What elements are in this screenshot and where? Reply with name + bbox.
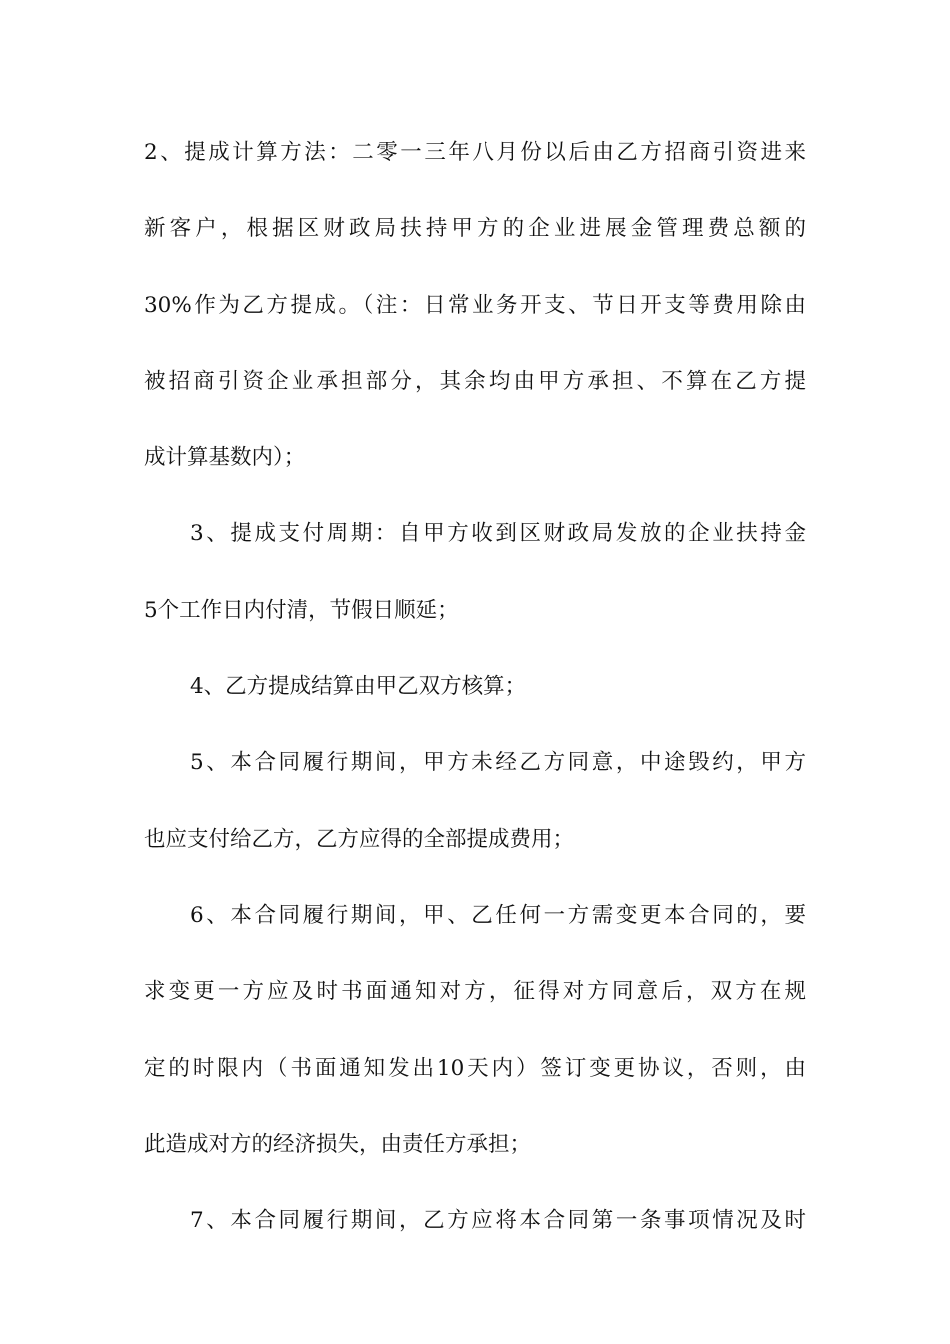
text-line: 2、提成计算方法：二零一三年八月份以后由乙方招商引资进来	[144, 140, 806, 165]
text-line: 求变更一方应及时书面通知对方，征得对方同意后，双方在规	[144, 979, 806, 1005]
text-line: 5个工作日内付清，节假日顺延；	[144, 597, 459, 623]
text-line: 30%作为乙方提成。（注：日常业务开支、节日开支等费用除由	[144, 292, 806, 318]
text-line: 6、本合同履行期间，甲、乙任何一方需变更本合同的，要	[190, 902, 806, 928]
text-line: 4、乙方提成结算由甲乙双方核算；	[190, 674, 527, 700]
contract-text-block	[144, 130, 806, 1274]
text-line: 3、提成支付周期：自甲方收到区财政局发放的企业扶持金	[190, 521, 806, 547]
text-line: 5、本合同履行期间，甲方未经乙方同意，中途毁约，甲方	[190, 750, 806, 776]
text-line: 新客户，根据区财政局扶持甲方的企业进展金管理费总额的	[144, 216, 806, 242]
text-line: 被招商引资企业承担部分，其余均由甲方承担、不算在乙方提	[144, 368, 806, 394]
text-line: 也应支付给乙方，乙方应得的全部提成费用；	[144, 826, 575, 852]
text-line: 成计算基数内）；	[144, 445, 306, 471]
text-line: 此造成对方的经济损失，由责任方承担；	[144, 1131, 532, 1157]
text-line: 定的时限内（书面通知发出10天内）签订变更协议，否则，由	[144, 1055, 806, 1081]
text-line: 7、本合同履行期间，乙方应将本合同第一条事项情况及时	[190, 1208, 806, 1234]
